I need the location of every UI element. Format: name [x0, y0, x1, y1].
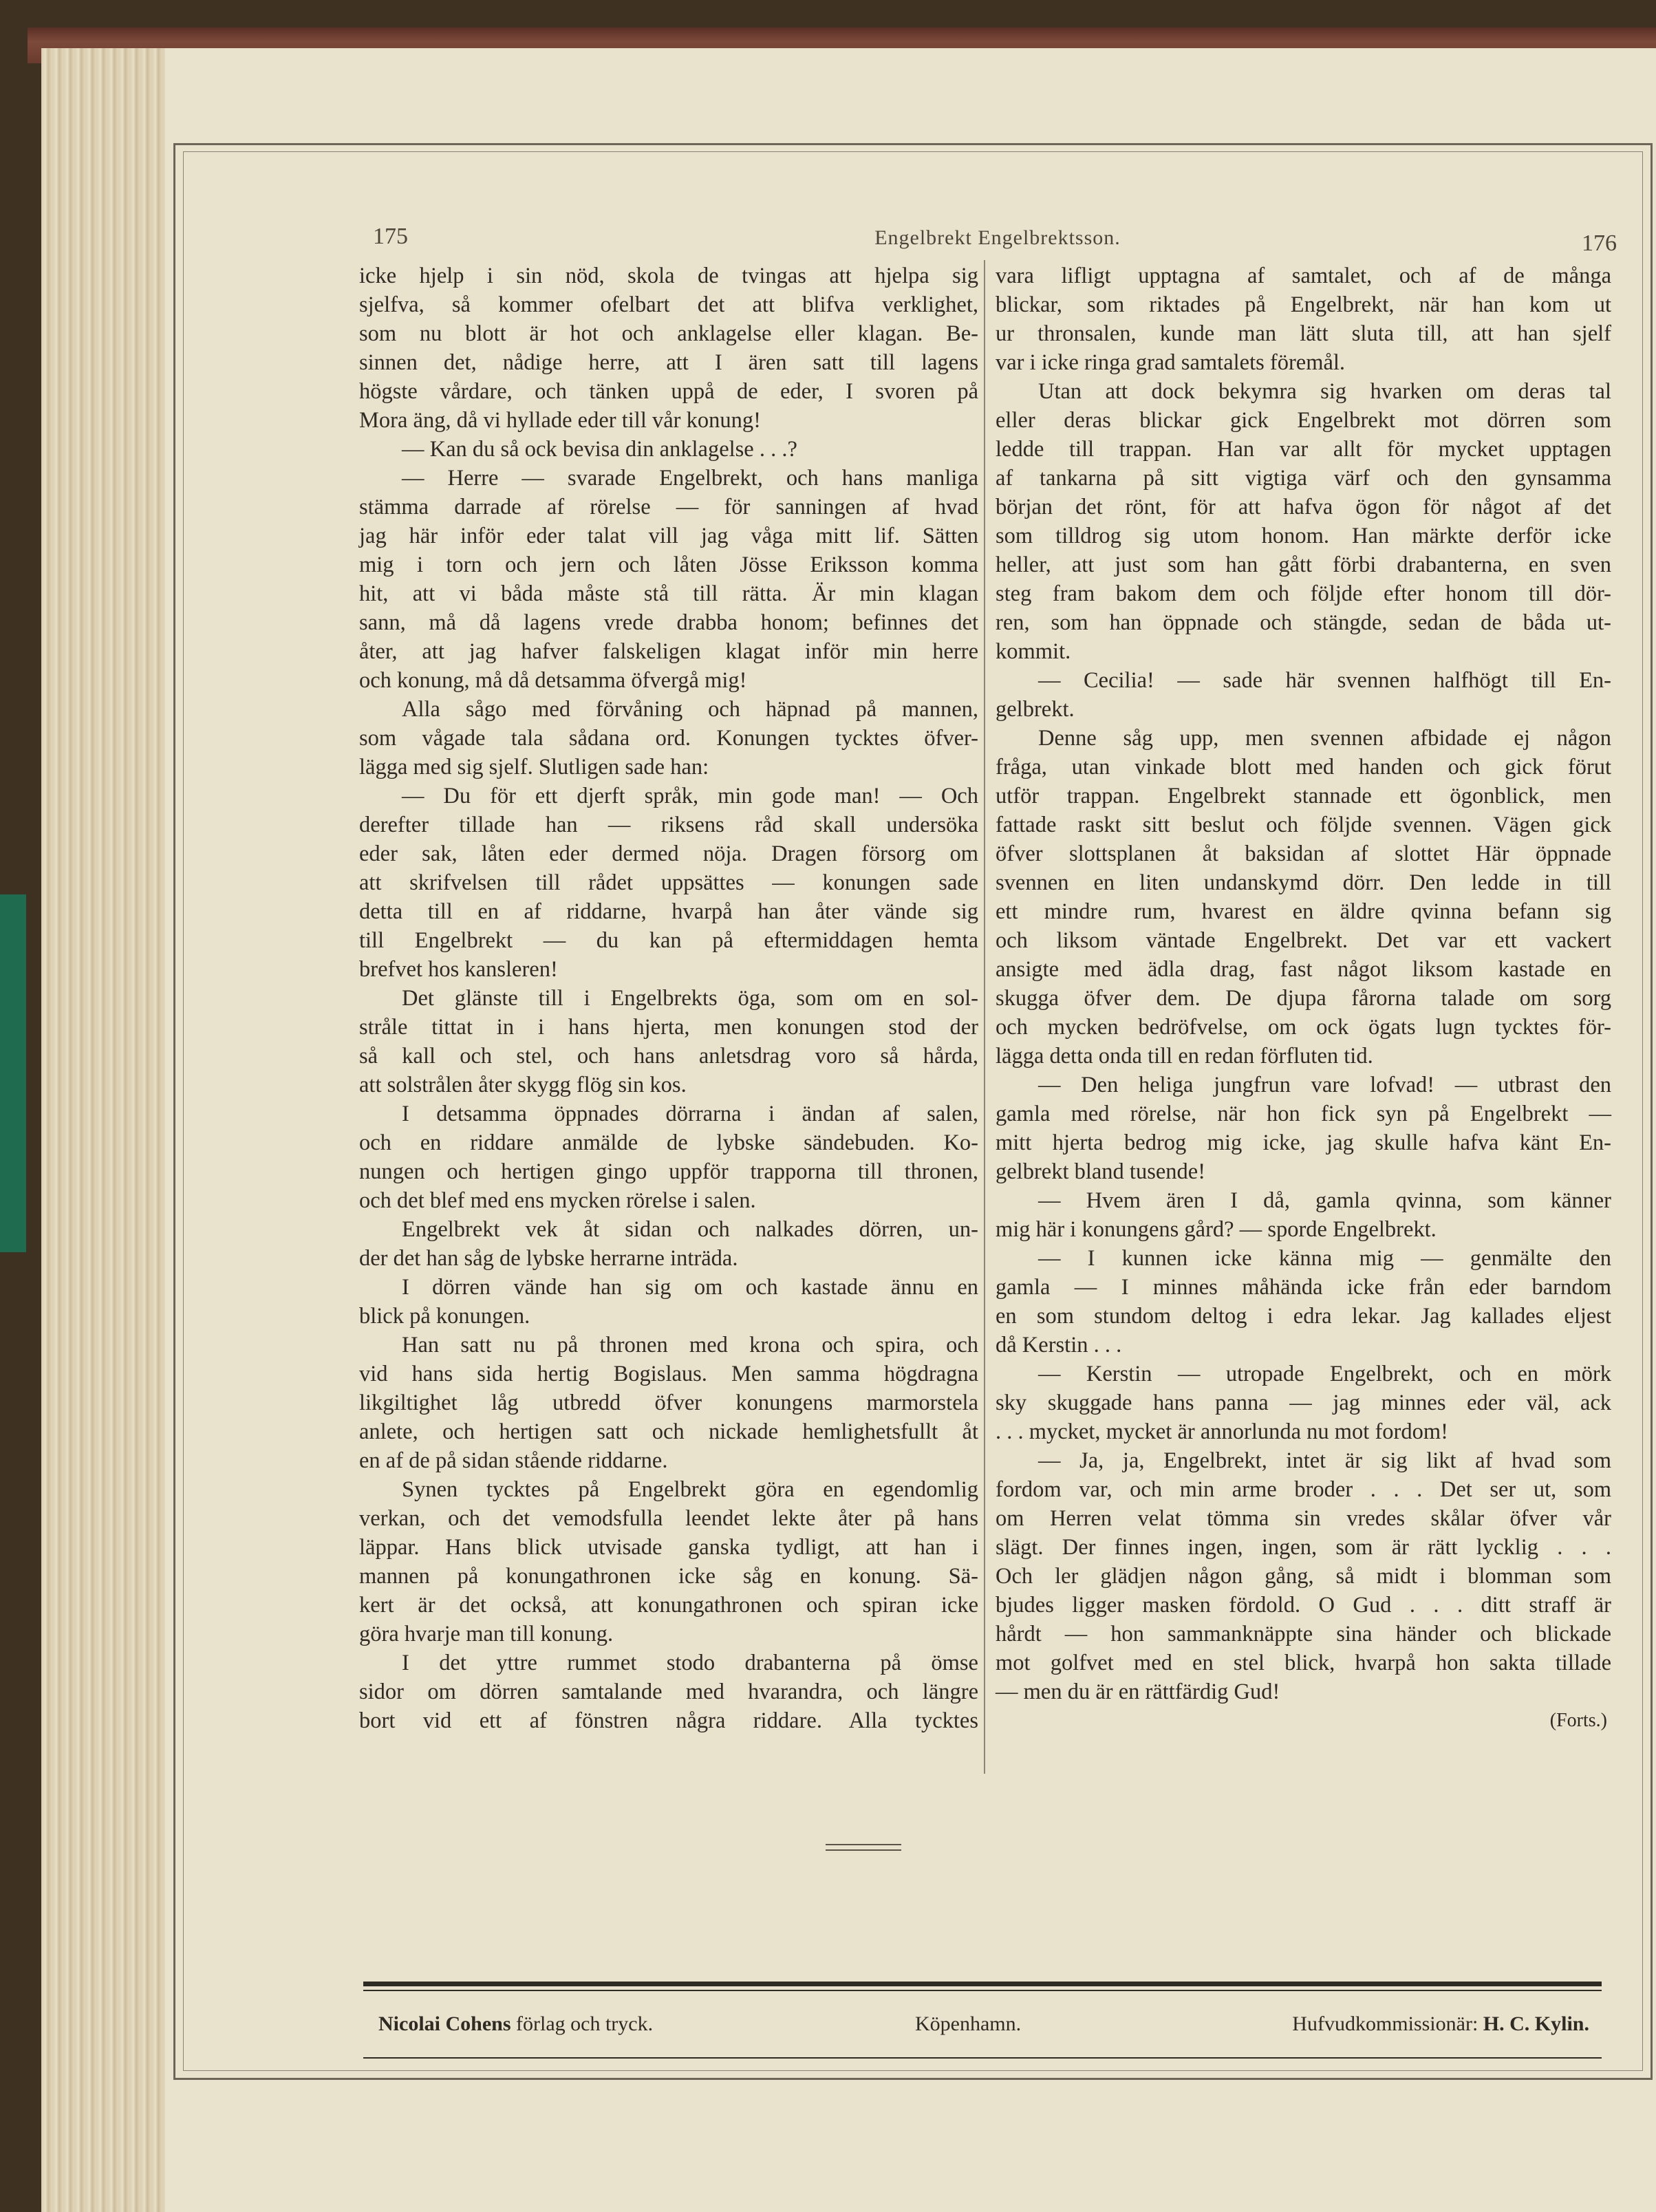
continuation-note: (Forts.) [1549, 1710, 1607, 1731]
text-line: ett mindre rum, hvarest en äldre qvinna befann sig [996, 899, 1611, 924]
text-line: mig här i konungens gård? — sporde Engelbrekt. [996, 1217, 1437, 1242]
left-column-text [359, 261, 978, 1735]
text-line: icke hjelp i sin nöd, skola de tvingas att hjelpa sig [359, 264, 978, 288]
text-line: som vågade tala sådana ord. Konungen tycktes öfver- [359, 726, 978, 751]
running-title: Engelbrekt Engelbrektsson. [874, 226, 1121, 249]
text-line: bort vid ett af fönstren några riddare. Alla tycktes [359, 1708, 978, 1733]
text-line: till Engelbrekt — du kan på eftermiddagen hemta [359, 928, 978, 953]
end-ornament-rule [826, 1844, 901, 1851]
text-line: — Kan du så ock bevisa din anklagelse . . .? [402, 437, 797, 462]
text-line: — Ja, ja, Engelbrekt, intet är sig likt af hvad som [1038, 1448, 1611, 1473]
imprint-city: Köpenhamn. [915, 2012, 1022, 2035]
footer-rule-thick [363, 1982, 1602, 1986]
text-line: blickar, som riktades på Engelbrekt, när han kom ut [996, 292, 1611, 317]
text-line: nungen och hertigen gingo uppför trapporna till thronen, [359, 1159, 978, 1184]
imprint-footer [378, 2012, 1589, 2047]
text-line: en af de på sidan stående riddarne. [359, 1448, 668, 1473]
text-line: bjudes ligger masken fördold. O Gud . . . ditt straff är [996, 1593, 1611, 1618]
publisher-rest: förlag och tryck. [510, 2012, 654, 2035]
text-line: jag här inför eder talat vill jag våga mitt lif. Sätten [359, 524, 978, 548]
text-line: der det han såg de lybske herrarne inträda. [359, 1246, 738, 1271]
text-line: Synen tycktes på Engelbrekt göra en egendomlig [402, 1477, 978, 1502]
text-line: Utan att dock bekymra sig hvarken om deras tal [1038, 379, 1611, 404]
text-line: om Herren velat tömma sin vredes skålar öfver vår [996, 1506, 1611, 1531]
text-line: mig i torn och jern och låten Jösse Eriksson komma [359, 552, 978, 577]
text-line: att solstrålen åter skygg flög sin kos. [359, 1073, 687, 1097]
text-line: Denne såg upp, men svennen afbidade ej någon [1038, 726, 1611, 751]
text-line: I det yttre rummet stodo drabanterna på ömse [402, 1651, 978, 1675]
text-line: utför trappan. Engelbrekt stannade ett ögonblick, men [996, 784, 1611, 808]
text-line: då Kerstin . . . [996, 1333, 1122, 1357]
text-line: af tankarna på sitt vigtiga värf och den gynsamma [996, 466, 1611, 491]
text-line: att skrifvelsen till rådet uppsättes — konungen sade [359, 870, 978, 895]
publisher-imprint [378, 2012, 653, 2036]
text-line: — Kerstin — utropade Engelbrekt, och en mörk [1038, 1362, 1611, 1386]
text-line: och en riddare anmälde de lybske sändebuden. Ko- [359, 1130, 978, 1155]
text-line: mot golfvet med en stel blick, hvarpå hon sakta tillade [996, 1651, 1611, 1675]
text-line: — Hvem ären I då, gamla qvinna, som känner [1038, 1188, 1611, 1213]
text-line: — I kunnen icke känna mig — genmälte den [1038, 1246, 1611, 1271]
text-line: stråle tittat in i hans hjerta, men konungen stod der [359, 1015, 978, 1040]
text-line: — Cecilia! — sade här svennen halfhögt till En- [1038, 668, 1611, 693]
text-line: verkan, och det vemodsfulla leendet lekte åter på hans [359, 1506, 978, 1531]
text-line: gamla — I minnes måhända icke från eder barndom [996, 1275, 1611, 1300]
commission-label: Hufvudkommissionär: [1292, 2012, 1483, 2035]
text-line: eller deras blickar gick Engelbrekt mot dörren som [996, 408, 1611, 433]
text-line: skugga öfver dem. De djupa fårorna talade om sorg [996, 986, 1611, 1011]
text-line: sidor om dörren samtalande med hvarandra, och längre [359, 1679, 978, 1704]
right-column-text [996, 261, 1611, 1735]
text-line: lägga med sig sjelf. Slutligen sade han: [359, 755, 709, 780]
text-line: fråga, utan vinkade blott med handen och gick förut [996, 755, 1611, 780]
commission-name: H. C. Kylin. [1483, 2012, 1589, 2035]
text-line: brefvet hos kansleren! [359, 957, 558, 982]
text-line: Mora äng, då vi hyllade eder till vår konung! [359, 408, 761, 433]
text-line: mitt hjerta bedrog mig icke, jag skulle hafva känt En- [996, 1130, 1611, 1155]
text-line: sinnen det, nådige herre, att I ären satt till lagens [359, 350, 978, 375]
spine-bookmark [0, 894, 26, 1252]
text-line: gelbrekt bland tusende! [996, 1159, 1206, 1184]
text-line: . . . mycket, mycket är annorlunda nu mot fordom! [996, 1419, 1448, 1444]
text-line: var i icke ringa grad samtalets föremål. [996, 350, 1346, 375]
text-line: heller, att just som han gått förbi drabanterna, en sven [996, 552, 1611, 577]
text-line: likgiltighet låg utbredd öfver konungens marmorstela [359, 1390, 978, 1415]
text-line: kommit. [996, 639, 1071, 664]
text-line: I detsamma öppnades dörrarna i ändan af salen, [402, 1102, 978, 1126]
text-line: som nu blott är hot och anklagelse eller klagan. Be- [359, 321, 978, 346]
text-line: läppar. Hans blick utvisade ganska tydligt, att han i [359, 1535, 978, 1560]
text-line: sky skuggade hans panna — jag minnes eder väl, ack [996, 1390, 1611, 1415]
text-line: Det glänste till i Engelbrekts öga, som om en sol- [402, 986, 978, 1011]
text-line: åter, att jag hafver falskeligen klagat inför min herre [359, 639, 978, 664]
text-line: ren, som han öppnade och stängde, sedan de båda ut- [996, 610, 1611, 635]
text-line: Alla sågo med förvåning och häpnad på mannen, [402, 697, 978, 722]
text-line: Engelbrekt vek åt sidan och nalkades dörren, un- [402, 1217, 978, 1242]
text-line: slägt. Der finnes ingen, ingen, som är rätt lycklig . . . [996, 1535, 1611, 1560]
footer-rule-thin [363, 1990, 1602, 1991]
running-header [358, 224, 1637, 265]
text-line: ledde till trappan. Han var allt för mycket upptagen [996, 437, 1611, 462]
text-line: sjelfva, så kommer ofelbart det att blifva verklighet, [359, 292, 978, 317]
text-line: så kall och stel, och hans anletsdrag voro så hårda, [359, 1044, 978, 1069]
text-line: eder sak, låten eder dermed nöja. Dragen försorg om [359, 841, 978, 866]
text-line: sann, må då lagens vrede drabba honom; befinnes det [359, 610, 978, 635]
text-line: gamla med rörelse, när hon fick syn på Engelbrekt — [996, 1102, 1611, 1126]
text-line: och liksom väntade Engelbrekt. Det var ett vackert [996, 928, 1611, 953]
text-line: svennen en liten undanskymd dörr. Den ledde in till [996, 870, 1611, 895]
text-line: fattade raskt sitt beslut och följde svennen. Vägen gick [996, 813, 1611, 837]
text-line: vid hans sida hertig Bogislaus. Men samma högdragna [359, 1362, 978, 1386]
page-number-right: 176 [1582, 230, 1617, 256]
text-line: kert är det också, att konungathronen och spiran icke [359, 1593, 978, 1618]
publisher-name: Nicolai Cohens [378, 2012, 511, 2035]
text-line: en som stundom deltog i edra lekar. Jag kallades eljest [996, 1304, 1611, 1329]
commission-agent [1292, 2012, 1589, 2036]
text-line: hit, att vi båda måste stå till rätta. Är min klagan [359, 581, 978, 606]
text-line: och det blef med ens mycken rörelse i salen. [359, 1188, 756, 1213]
text-line: anlete, och hertigen satt och nickade hemlighetsfullt åt [359, 1419, 978, 1444]
text-line: ur thronsalen, kunde man lätt sluta till, att han sjelf [996, 321, 1611, 346]
text-line: — Den heliga jungfrun vare lofvad! — utbrast den [1038, 1073, 1611, 1097]
text-line: Och ler glädjen någon gång, så midt i blomman som [996, 1564, 1611, 1589]
text-line: och mycken bedröfvelse, om ock ögats lugn tycktes för- [996, 1015, 1611, 1040]
column-divider [984, 260, 985, 1774]
text-line: som tilldrog sig utom honom. Han märkte derför icke [996, 524, 1611, 548]
text-line: — Herre — svarade Engelbrekt, och hans manliga [402, 466, 978, 491]
text-line: vara lifligt upptagna af samtalet, och af de många [996, 264, 1611, 288]
text-line: I dörren vände han sig om och kastade ännu en [402, 1275, 978, 1300]
text-line: ansigte med ädla drag, fast något liksom kastade en [996, 957, 1611, 982]
text-line: mannen på konungathronen icke såg en konung. Sä- [359, 1564, 978, 1589]
text-line: steg fram bakom dem och följde efter honom till dör- [996, 581, 1611, 606]
text-line: lägga detta onda till en redan förfluten tid. [996, 1044, 1373, 1069]
page-number-left: 175 [373, 224, 408, 249]
text-line: och konung, må då detsamma öfvergå mig! [359, 668, 747, 693]
footer-rule-bottom [363, 2057, 1602, 2059]
text-line: blick på konungen. [359, 1304, 530, 1329]
text-line: — men du är en rättfärdig Gud! [996, 1679, 1280, 1704]
text-line: stämma darrade af rörelse — för sanningen af hvad [359, 495, 978, 519]
text-line: Han satt nu på thronen med krona och spira, och [402, 1333, 978, 1357]
text-line: derefter tillade han — riksens råd skall undersöka [359, 813, 978, 837]
text-line: göra hvarje man till konung. [359, 1622, 614, 1646]
text-line: gelbrekt. [996, 697, 1075, 722]
text-line: — Du för ett djerft språk, min gode man! — Och [402, 784, 978, 808]
text-line: högste vårdare, och tänken uppå de eder, I svoren på [359, 379, 978, 404]
page-edges [41, 48, 172, 2212]
text-line: detta till en af riddarne, hvarpå han åter vände sig [359, 899, 978, 924]
text-line: öfver slottsplanen åt baksidan af slottet Här öppnade [996, 841, 1611, 866]
text-line: fordom var, och min arme broder . . . Det ser ut, som [996, 1477, 1611, 1502]
text-line: början det rönt, för att hafva ögon för något af det [996, 495, 1611, 519]
text-line: hårdt — hon sammanknäppte sina händer och blickade [996, 1622, 1611, 1646]
